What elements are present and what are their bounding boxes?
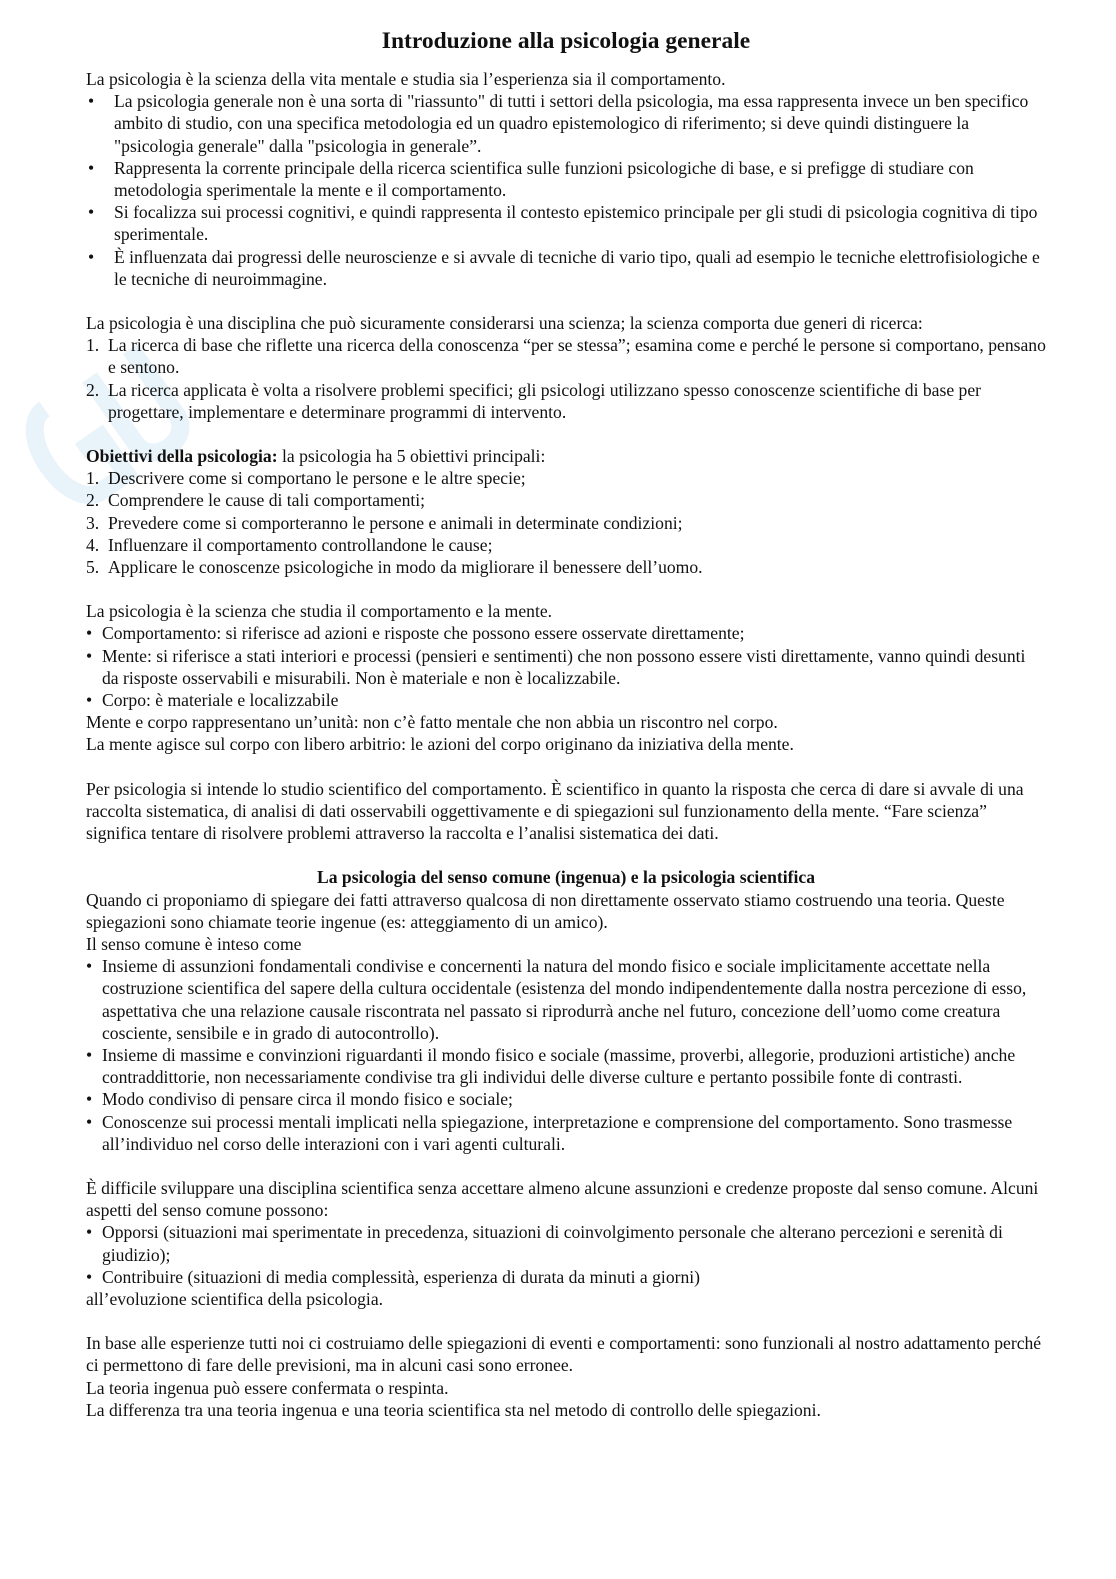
goals-label: Obiettivi della psicologia: [86,446,278,467]
mind-section [86,600,1046,755]
list-item: • La psicologia generale non è una sorta di "riassunto" di tutti i settori della psicologia, ma essa rappresenta invece un ben specifico ambito di studio, con una specifica metodologia ed un quadro epistemologico di riferimento; si deve quindi distinguere la "psicologia generale" dalla "psicologia in generale”. [86,90,1046,157]
item-text: Prevedere come si comporteranno le persone e animali in determinate condizioni; [108,512,683,533]
intro-text: La psicologia è la scienza della vita mentale e studia sia l’esperienza sia il comportamento. [86,69,726,89]
mind-line-1: Mente e corpo rappresentano un’unità: non c’è fatto mentale che non abbia un riscontro nel corpo. [86,712,778,733]
list-item: • Opporsi (situazioni mai sperimentate in precedenza, situazioni di coinvolgimento personale che alterano percezioni e serenità di giudizio); [86,1221,1046,1265]
difficulty-text: È difficile sviluppare una disciplina scientifica senza accettare almeno alcune assunzioni e credenze proposte dal senso comune. Alcuni aspetti del senso comune possono: [86,1177,1039,1221]
goals-text: la psicologia ha 5 obiettivi principali: [277,446,546,467]
list-item: • Insieme di massime e convinzioni riguardanti il mondo fisico e sociale (massime, proverbi, allegorie, produzioni artistiche) anche contraddittorie, non necessariamente condivise tra gli individui delle diverse culture e pertanto possibile fonte di contrasti. [86,1044,1046,1088]
list-item: • Rappresenta la corrente principale della ricerca scientifica sulle funzioni psicologiche di base, e si prefigge di studiare con metodologia sperimentale la mente e il comportamento. [86,157,1046,201]
list-item [86,379,1046,423]
section-heading: La psicologia del senso comune (ingenua) e la psicologia scientifica [316,867,815,888]
list-item [86,334,1046,378]
closing-section [86,1332,1046,1421]
closing-line-1: La teoria ingenua può essere confermata o respinta. [86,1377,449,1398]
item-number: 5. [86,557,100,578]
item-number: 1. [86,468,100,489]
goals-list [86,467,1046,578]
document-page [86,26,1046,1443]
item-number: 1. [86,335,100,356]
common-sense-section [86,866,1046,1155]
list-item: • Comportamento: si riferisce ad azioni e risposte che possono essere osservate direttamente; [86,622,1046,644]
list-item: • È influenzata dai progressi delle neuroscienze e si avvale di tecniche di vario tipo, quali ad esempio le tecniche elettrofisiologiche e le tecniche di neuroimmagine. [86,246,1046,290]
list-item: • Si focalizza sui processi cognitivi, e quindi rappresenta il contesto epistemico principale per gli studi di psicologia cognitiva di tipo sperimentale. [86,201,1046,245]
difficulty-tail: all’evoluzione scientifica della psicologia. [86,1288,384,1309]
item-number: 2. [86,490,100,511]
page-title: Introduzione alla psicologia generale [381,28,751,54]
item-text: Comprendere le cause di tali comportamenti; [108,490,426,511]
common-sense-list [86,955,1046,1155]
item-text: Descrivere come si comportano le persone e le altre specie; [108,468,526,489]
common-sense-text-2: Il senso comune è inteso come [86,933,302,954]
mind-list [86,622,1046,711]
item-text: Applicare le conoscenze psicologiche in modo da migliorare il benessere dell’uomo. [108,557,703,578]
item-number: 3. [86,512,100,533]
difficulty-section [86,1177,1046,1310]
mind-line-2: La mente agisce sul corpo con libero arbitrio: le azioni del corpo originano da iniziativa della mente. [86,734,794,755]
science-section [86,778,1046,845]
goals-intro [86,445,1046,467]
item-number: 2. [86,379,100,400]
list-item: • Insieme di assunzioni fondamentali condivise e concernenti la natura del mondo fisico e sociale implicitamente accettate nella costruzione scientifica del sapere della cultura occidentale (esistenza del mondo indipendentemente dalla nostra percezione di esso, aspettativa che una relazione causale riscontrata nel passato si riprodurrà anche nel futuro, concezione dell’uomo come creatura cosciente, sensibile e in grado di autocontrollo). [86,955,1046,1044]
item-number: 4. [86,534,100,555]
intro-section [86,68,1046,290]
item-text: Influenzare il comportamento controllandone le cause; [108,534,493,555]
list-item [86,534,1046,556]
list-item: • Corpo: è materiale e localizzabile [86,689,1046,711]
list-item: • Contribuire (situazioni di media complessità, esperienza di durata da minuti a giorni) [86,1266,1046,1288]
research-section [86,312,1046,423]
science-text: Per psicologia si intende lo studio scientifico del comportamento. È scientifico in quanto la risposta che cerca di dare si avvale di una raccolta sistematica, di analisi di dati osservabili oggettivamente e di spiegazioni sul funzionamento della mente. “Fare scienza” significa tentare di risolvere problemi attraverso la raccolta e l’analisi sistematica dei dati. [86,778,1024,844]
closing-line-2: La differenza tra una teoria ingenua e una teoria scientifica sta nel metodo di controllo delle spiegazioni. [86,1399,821,1420]
item-text: La ricerca di base che riflette una ricerca della conoscenza “per se stessa”; esamina come e perché le persone si comportano, pensano e sentono. [108,335,1046,378]
list-item [86,556,1046,578]
closing-text: In base alle esperienze tutti noi ci costruiamo delle spiegazioni di eventi e comportamenti: sono funzionali al nostro adattamento perché ci permettono di fare delle previsioni, ma in alcuni casi sono erronee. [86,1333,1042,1376]
goals-section [86,445,1046,578]
difficulty-list [86,1221,1046,1288]
list-item [86,489,1046,511]
research-list [86,334,1046,423]
common-sense-text: Quando ci proponiamo di spiegare dei fatti attraverso qualcosa di non direttamente osservato stiamo costruendo una teoria. Queste spiegazioni sono chiamate teorie ingenue (es: atteggiamento di un amico). [86,889,1005,932]
list-item: • Mente: si riferisce a stati interiori e processi (pensieri e sentimenti) che non possono essere visti direttamente, vanno quindi desunti da risposte osservabili e misurabili. Non è materiale e non è localizzabile. [86,645,1046,689]
list-item: • Conoscenze sui processi mentali implicati nella spiegazione, interpretazione e comprensione del comportamento. Sono trasmesse all’individuo nel corso delle interazioni con i vari agenti culturali. [86,1111,1046,1155]
list-item [86,512,1046,534]
list-item: • Modo condiviso di pensare circa il mondo fisico e sociale; [86,1088,1046,1110]
mind-text: La psicologia è la scienza che studia il comportamento e la mente. [86,601,553,622]
intro-list [86,90,1046,290]
item-text: La ricerca applicata è volta a risolvere problemi specifici; gli psicologi utilizzano spesso conoscenze scientifiche di base per progettare, implementare e determinare programmi di intervento. [108,379,981,422]
research-text: La psicologia è una disciplina che può sicuramente considerarsi una scienza; la scienza comporta due generi di ricerca: [86,313,923,334]
list-item [86,467,1046,489]
